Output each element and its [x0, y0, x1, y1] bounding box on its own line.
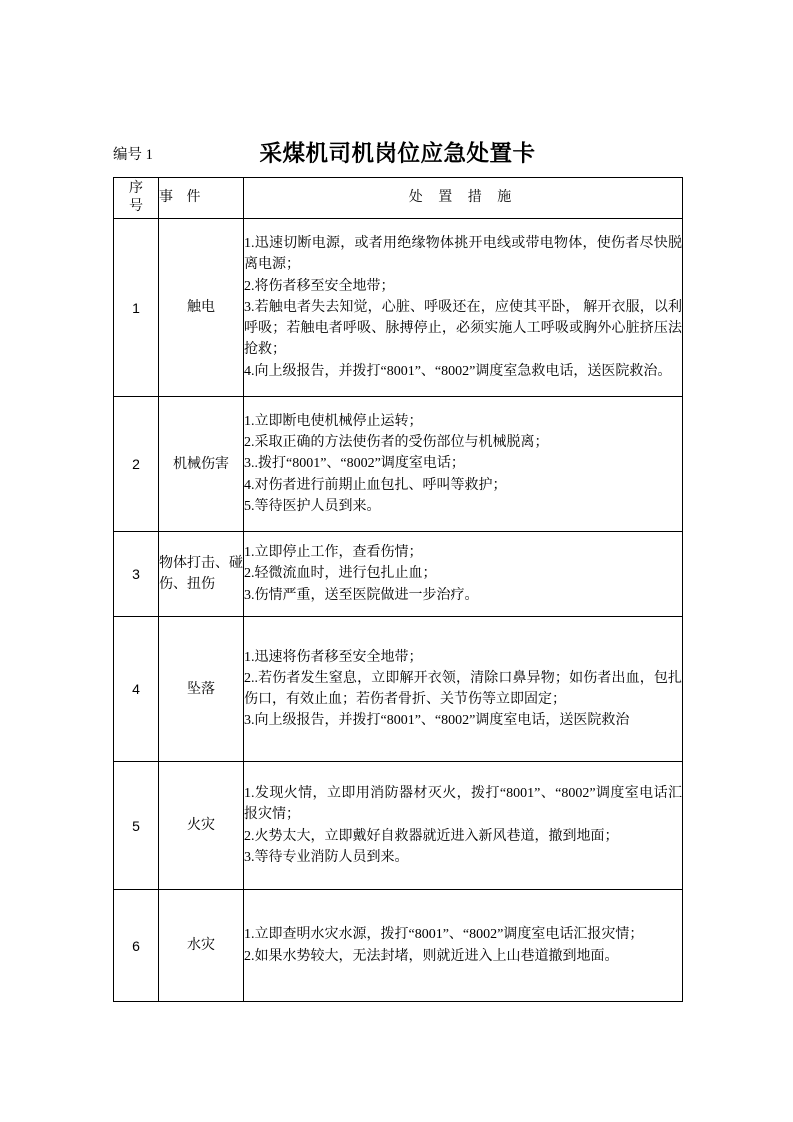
- row-event: 机械伤害: [159, 397, 244, 532]
- row-number: 2: [114, 397, 159, 532]
- row-measures: [244, 890, 683, 1002]
- row-event: 坠落: [159, 617, 244, 762]
- row-event: 物体打击、碰伤、扭伤: [159, 532, 244, 617]
- table-row: [114, 397, 683, 532]
- measure-line: 4.对伤者进行前期止血包扎、呼叫等救护；: [244, 477, 507, 493]
- measure-line: 2.火势太大，立即戴好自救器就近进入新风巷道，撤到地面；: [244, 828, 619, 844]
- table-row: [114, 617, 683, 762]
- row-measures: [244, 397, 683, 532]
- measure-line: 2.采取正确的方法使伤者的受伤部位与机械脱离；: [244, 435, 549, 451]
- row-event: 火灾: [159, 762, 244, 890]
- row-measures: [244, 532, 683, 617]
- row-number: 4: [114, 617, 159, 762]
- measure-line: 3.等待专业消防人员到来。: [244, 849, 409, 865]
- measure-line: 3.伤情严重，送至医院做进一步治疗。: [244, 587, 479, 603]
- measure-line: 2..若伤者发生窒息，立即解开衣领，清除口鼻异物；如伤者出血，包扎伤口，有效止血；若伤者骨折、关节伤等立即固定；: [244, 670, 682, 707]
- row-number: 1: [114, 219, 159, 397]
- table-header-row: [114, 178, 683, 219]
- row-number: 3: [114, 532, 159, 617]
- table-row: [114, 219, 683, 397]
- measure-line: 2.将伤者移至安全地带；: [244, 278, 395, 294]
- row-event: 触电: [159, 219, 244, 397]
- measure-line: 1.立即停止工作，查看伤情；: [244, 545, 423, 561]
- table-row: [114, 762, 683, 890]
- measure-line: 3.若触电者失去知觉，心脏、呼吸还在，应使其平卧， 解开衣服，以利呼吸；若触电者呼吸、脉搏停止，必须实施人工呼吸或胸外心脏挤压法抢救；: [244, 299, 682, 358]
- row-event: 水灾: [159, 890, 244, 1002]
- column-header-event: 事 件: [159, 178, 244, 219]
- emergency-response-table: [113, 177, 683, 1002]
- document-header: [113, 139, 682, 173]
- column-header-number-line2: 号: [129, 199, 143, 214]
- row-number: 6: [114, 890, 159, 1002]
- measure-line: 1.发现火情，立即用消防器材灭火，拨打“8001”、“8002”调度室电话汇报灾情；: [244, 786, 682, 823]
- measure-line: 4.向上级报告，并拨打“8001”、“8002”调度室急救电话，送医院救治。: [244, 363, 672, 379]
- measure-line: 5.等待医护人员到来。: [244, 498, 381, 514]
- measure-line: 1.迅速将伤者移至安全地带；: [244, 649, 423, 665]
- table-row: [114, 532, 683, 617]
- column-header-number-line1: 序: [129, 181, 143, 196]
- document-number: 编号 1: [113, 147, 153, 163]
- measure-line: 1.迅速切断电源，或者用绝缘物体挑开电线或带电物体，使伤者尽快脱离电源；: [244, 236, 682, 273]
- row-measures: [244, 219, 683, 397]
- column-header-number: [114, 178, 159, 219]
- row-measures: [244, 617, 683, 762]
- page-title: 采煤机司机岗位应急处置卡: [259, 141, 536, 166]
- measure-line: 1.立即查明水灾水源，拨打“8001”、“8002”调度室电话汇报灾情；: [244, 927, 644, 943]
- measure-line: 3.向上级报告，并拨打“8001”、“8002”调度室电话，送医院救治: [244, 713, 630, 729]
- measure-line: 1.立即断电使机械停止运转；: [244, 413, 423, 429]
- measure-line: 2.如果水势较大，无法封堵，则就近进入上山巷道撤到地面。: [244, 948, 619, 964]
- column-header-measures: 处 置 措 施: [244, 178, 683, 219]
- row-measures: [244, 762, 683, 890]
- measure-line: 2.轻微流血时，进行包扎止血；: [244, 566, 437, 582]
- measure-line: 3..拨打“8001”、“8002”调度室电话；: [244, 456, 465, 472]
- table-row: [114, 890, 683, 1002]
- row-number: 5: [114, 762, 159, 890]
